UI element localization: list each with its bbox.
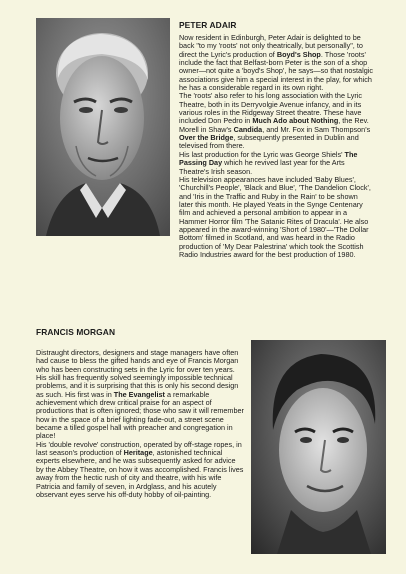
text: His 'double revolve' construction, operated by off-stage ropes, in last season's production of: [36, 439, 242, 458]
text: a remarkable achievement which drew critical praise for an aspect of productions that is often ignored; those who saw it will remember how in the space of a brief lighting fade-out, a street scene became a tilled gospel hall with preacher and congregation in place!: [36, 389, 244, 441]
francis-morgan-biography: [36, 349, 244, 499]
play-title-heritage: Heritage: [123, 448, 153, 458]
play-title-boyds-shop: Boyd's Shop: [276, 49, 321, 59]
peter-adair-portrait-photo: [36, 18, 170, 236]
text: , astonished technical experts elsewhere, and he was subsequently asked for advice by the Abbey Theatre, on how it was accomplished. Francis lives away from the hectic rush of city and theatre, with his wife Patricia and family of seven, in Ardglass, and his acutely observant eyes serve his off-duty hobby of oil-painting.: [36, 448, 244, 499]
text: The 'roots' also refer to his long association with the Lyric Theatre, both in its Derryvolgie Avenue infancy, and in its various roles in the Ridgeway Street theatre. These have included Don Pedro in: [179, 91, 363, 126]
text: His last production for the Lyric was George Shiels': [179, 149, 345, 159]
adair-paragraph-1: [179, 34, 373, 92]
play-title-passing-day: The Passing Day: [179, 149, 358, 168]
adair-paragraph-4: His television appearances have included 'Baby Blues', 'Churchill's People', 'Black and Blue', 'The Dandelion Clock', and 'Iris in the Traffic and Ruby in the Rain' to be shown later this month. He played Yeats in the Synge Centenary film and achieved a personal ambition to appear in a Hammer Horror film 'The Satanic Rites of Dracula'. He also appeared in the award-winning 'Short of 1980'—'The Dollar Bottom' filmed in Scotland, and was heard in the Radio production of 'My Dear Palestrina' which took the Scottish Radio Industries award for the best production of 1980.: [179, 174, 371, 259]
text: . Those 'roots' include the fact that Belfast-born Peter is the son of a shop owner—not quite a 'boyd's Shop', he says—so that nostalgic associations give him a special interest in the play, for which he has a considerable regard in its own right.: [179, 49, 373, 93]
text: Distraught directors, designers and stage managers have often had cause to bless the gifted hands and eye of Francis Morgan who has been constructing sets in the Lyric for over ten years. His skill has frequently solved seemingly impossible technical problems, and it is surprising that this is only his second design as such. His first was in: [36, 348, 239, 399]
play-title-over-the-bridge: Over the Bridge: [179, 133, 234, 143]
text: Now resident in Edinburgh, Peter Adair is delighted to be back "to my 'roots' not only theatrically, but personally", to direct the Lyric's production of: [179, 33, 363, 59]
morgan-paragraph-2: [36, 441, 244, 499]
play-title-candida: Candida: [233, 124, 263, 134]
play-title-evangelist: The Evangelist: [113, 389, 165, 399]
francis-morgan-heading: FRANCIS MORGAN: [36, 327, 116, 337]
peter-adair-biography: [179, 34, 373, 259]
text: , and Mr. Fox in Sam Thompson's: [262, 124, 371, 134]
text: , subsequently presented in Dublin and televised from there.: [179, 133, 359, 151]
text: , the Rev. Morell in Shaw's: [179, 116, 369, 134]
play-title-much-ado: Much Ado about Nothing: [252, 116, 339, 126]
morgan-paragraph-1: [36, 349, 244, 441]
adair-paragraph-2: [179, 92, 373, 150]
francis-morgan-portrait-photo: [251, 340, 386, 554]
text: which he revived last year for the Arts Theatre's Irish season.: [179, 158, 345, 176]
adair-paragraph-3: [179, 151, 373, 176]
peter-adair-heading: PETER ADAIR: [179, 20, 237, 30]
